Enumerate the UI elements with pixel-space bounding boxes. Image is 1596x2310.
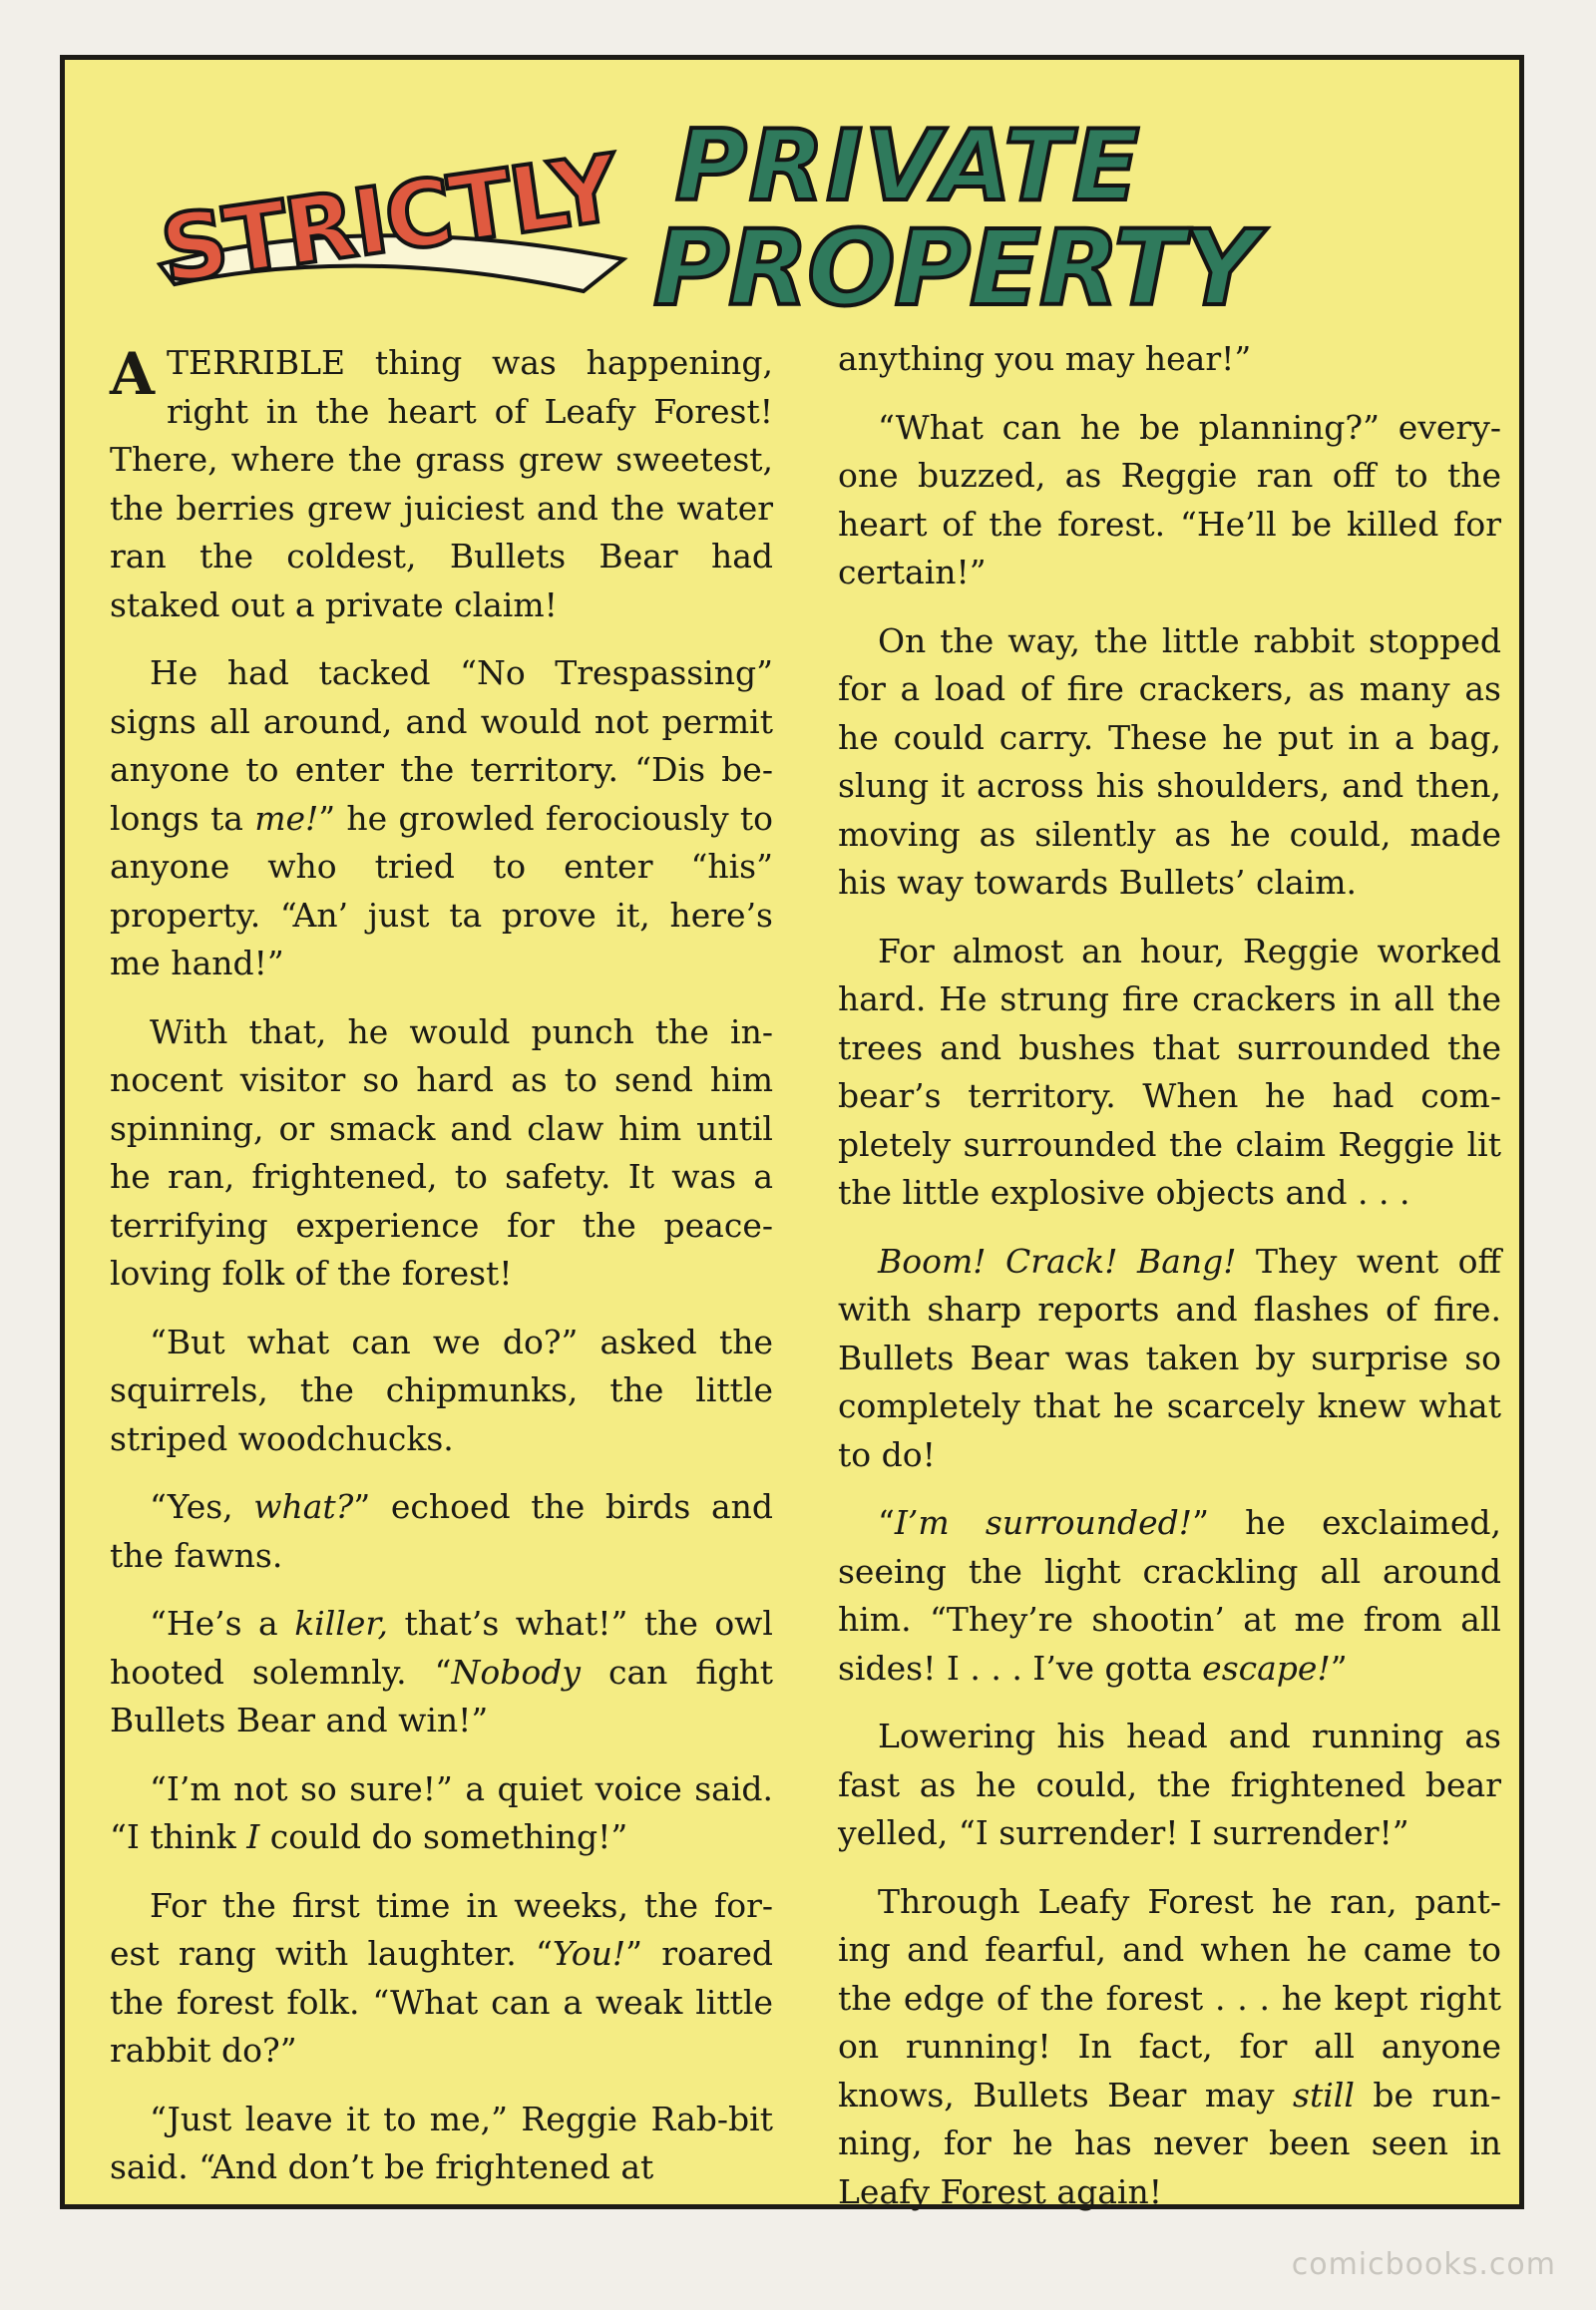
text: ” echoed the birds and the fawns. bbox=[110, 1487, 773, 1575]
paragraph: Lowering his head and running as fast as he could, the frightened bear yelled, “I surrender! I surrender!” bbox=[838, 1717, 1501, 1852]
paragraph bbox=[110, 1882, 773, 2076]
text: can fight Bullets Bear and win!” bbox=[110, 1652, 773, 1739]
text: They went off with sharp reports and flashes of fire. Bullets Bear was taken by surprise so completely that he scarcely knew what to do! bbox=[838, 1241, 1501, 1474]
title-lettering bbox=[65, 60, 1519, 329]
emphasis: Nobody bbox=[451, 1652, 581, 1692]
emphasis: killer, bbox=[294, 1604, 389, 1643]
text: Through Leafy Forest he ran, pant-ing and fearful, and when he came to the edge of the forest . . . he kept right on running! In fact, for all anyone knows, Bullets Bear may bbox=[838, 1881, 1501, 2115]
text: “He’s a bbox=[150, 1604, 295, 1643]
text: ” he growled ferociously to anyone who tried to enter “his” property. “An’ just ta prove it, here’s me hand!” bbox=[110, 798, 773, 982]
paragraph bbox=[838, 1878, 1501, 2217]
paragraph bbox=[838, 1499, 1501, 1693]
title-banner bbox=[65, 60, 1519, 329]
paragraph bbox=[110, 1483, 773, 1580]
paragraph: On the way, the little rabbit stopped for a load of fire crackers, as many as he could carry. These he put in a bag, slung it across his shoulders, and then, moving as silently as he could, made his way towards Bullets’ claim. bbox=[838, 620, 1501, 902]
text: “I’m not so sure!” a quiet voice said. “I think bbox=[110, 1768, 773, 1856]
text: be run-ning, for he has never been seen in Leafy Forest again! bbox=[838, 2075, 1501, 2211]
right-column bbox=[838, 335, 1501, 2236]
emphasis: what? bbox=[253, 1487, 354, 1526]
title-word-strictly: STRICTLY bbox=[155, 135, 623, 304]
emphasis: I bbox=[246, 1817, 260, 1856]
emphasis: escape! bbox=[1202, 1648, 1331, 1688]
paragraph bbox=[838, 1238, 1501, 1480]
text: ” roared the forest folk. “What can a weak little rabbit do?” bbox=[110, 1934, 773, 2070]
emphasis: Boom! Crack! Bang! bbox=[878, 1241, 1237, 1281]
title-word-private: PRIVATE bbox=[675, 110, 1142, 223]
paragraph: “But what can we do?” asked the squirrels, the chipmunks, the little striped woodchucks. bbox=[110, 1322, 773, 1458]
text: could do something!” bbox=[259, 1817, 628, 1856]
paragraph bbox=[110, 649, 773, 988]
paragraph bbox=[110, 1765, 773, 1862]
paragraph: “Just leave it to me,” Reggie Rab-bit said. “And don’t be frightened at bbox=[110, 2099, 773, 2186]
text: For the first time in weeks, the for-est rang with laughter. “ bbox=[110, 1885, 773, 1973]
text: that’s what!” the owl hooted solemnly. “ bbox=[110, 1604, 773, 1692]
paragraph bbox=[110, 1600, 773, 1745]
emphasis: You! bbox=[552, 1934, 626, 1973]
text: He had tacked “No Trespassing” signs all around, and would not permit anyone to enter the territory. “Dis be-longs ta bbox=[110, 653, 773, 838]
paragraph: With that, he would punch the in-nocent visitor so hard as to send him spinning, or smack and claw him until he ran, frightened, to safety. It was a terrifying experience for the peace-loving folk of the forest! bbox=[110, 1011, 773, 1293]
text: “ bbox=[878, 1503, 895, 1542]
paragraph bbox=[110, 339, 773, 629]
watermark: comicbooks.com bbox=[1291, 2247, 1556, 2282]
emphasis: me! bbox=[254, 798, 319, 838]
paragraph: For almost an hour, Reggie worked hard. He strung fire crackers in all the trees and bushes that surrounded the bear’s territory. When he had com-pletely surrounded the claim Reggie lit the little explosive objects and . . . bbox=[838, 931, 1501, 1212]
paragraph: “What can he be planning?” every-one buzzed, as Reggie ran off to the heart of the forest. “He’ll be killed for certain!” bbox=[838, 407, 1501, 591]
emphasis: still bbox=[1293, 2075, 1355, 2115]
paragraph: anything you may hear!” bbox=[838, 339, 1252, 378]
emphasis: I’m surrounded! bbox=[894, 1503, 1193, 1542]
left-column bbox=[110, 339, 773, 2212]
text: “Yes, bbox=[150, 1487, 254, 1526]
text: ” bbox=[1330, 1648, 1348, 1688]
story-page bbox=[60, 55, 1524, 2209]
text: ” he exclaimed, seeing the light crackling all around him. “They’re shootin’ at me from all sides! I . . . I’ve gotta bbox=[838, 1503, 1501, 1688]
drop-cap: A bbox=[110, 340, 156, 408]
text: TERRIBLE thing was happening, right in the heart of Leafy Forest! There, where the grass grew sweetest, the berries grew juiciest and the water ran the coldest, Bullets Bear had staked out a private claim! bbox=[110, 343, 773, 624]
title-word-property: PROPERTY bbox=[653, 207, 1258, 329]
